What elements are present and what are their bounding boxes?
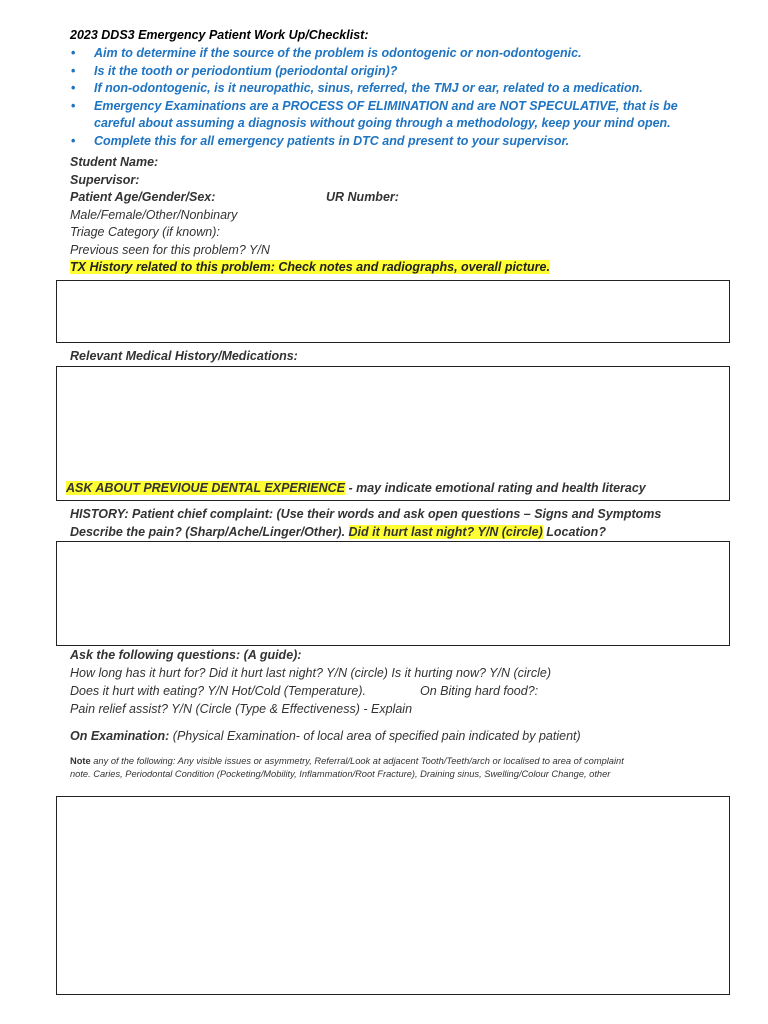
supervisor-label: Supervisor: xyxy=(70,173,140,187)
student-name-label: Student Name: xyxy=(70,155,159,169)
patient-age-gender-label: Patient Age/Gender/Sex: xyxy=(70,190,216,204)
question-line: Pain relief assist? Y/N (Circle (Type & Effectiveness) - Explain xyxy=(70,702,413,716)
questions-heading: Ask the following questions: (A guide): xyxy=(70,648,302,662)
tx-history-label: TX History related to this problem: Check notes and radiographs, overall picture. xyxy=(70,260,550,274)
medical-history-label: Relevant Medical History/Medications: xyxy=(70,349,298,363)
guidance-list xyxy=(70,45,690,150)
bullet-item: • Aim to determine if the source of the problem is odontogenic or non-odontogenic. xyxy=(70,45,690,63)
question-line: How long has it hurt for? Did it hurt last night? Y/N (circle) Is it hurting now? Y/N (circle) xyxy=(70,666,551,680)
triage-category-label: Triage Category (if known): xyxy=(70,225,220,239)
bullet-item: • Complete this for all emergency patients in DTC and present to your supervisor. xyxy=(70,133,690,151)
examination-box[interactable] xyxy=(56,796,730,995)
note-text: Note any of the following: Any visible issues or asymmetry, Referral/Look at adjacent Tooth/Teeth/arch or localised to area of complaint note. Caries, Periodontal Condition (Pocketing/Mobility, Inflammation/Root Fracture), Draining sinus, Swelling/Colour Change, other xyxy=(70,756,624,779)
document-title: 2023 DDS3 Emergency Patient Work Up/Checklist: xyxy=(70,28,369,42)
history-complaint-line: HISTORY: Patient chief complaint: (Use their words and ask open questions – Signs and Symptoms xyxy=(70,507,662,521)
gender-options: Male/Female/Other/Nonbinary xyxy=(70,208,238,222)
medical-history-box[interactable] xyxy=(56,366,730,501)
dental-experience-prompt: ASK ABOUT PREVIOUE DENTAL EXPERIENCE - may indicate emotional rating and health literacy xyxy=(66,481,646,495)
bullet-icon: • xyxy=(71,133,76,148)
examination-line: On Examination: (Physical Examination- of local area of specified pain indicated by patient) xyxy=(70,729,581,743)
bullet-item: • Emergency Examinations are a PROCESS OF ELIMINATION and are NOT SPECULATIVE, that is be careful about assuming a diagnosis without going through a methodology, keep your mind open. xyxy=(71,98,678,130)
bullet-icon: • xyxy=(71,81,76,95)
bullet-icon: • xyxy=(71,46,76,60)
bullet-icon: • xyxy=(71,63,76,78)
bullet-item: • Is it the tooth or periodontium (periodontal origin)? xyxy=(70,63,690,81)
previous-seen-label: Previous seen for this problem? Y/N xyxy=(70,243,270,257)
describe-pain-line: Describe the pain? (Sharp/Ache/Linger/Other). Did it hurt last night? Y/N (circle) Location? xyxy=(70,525,606,539)
chief-complaint-box[interactable] xyxy=(56,541,730,646)
question-line: Does it hurt with eating? Y/N Hot/Cold (Temperature). xyxy=(70,684,366,698)
bullet-icon: • xyxy=(71,98,76,113)
bullet-item: • If non-odontogenic, is it neuropathic, sinus, referred, the TMJ or ear, related to a medication. xyxy=(70,80,690,98)
ur-number-label: UR Number: xyxy=(326,190,399,204)
tx-history-box[interactable] xyxy=(56,280,730,343)
question-line: On Biting hard food?: xyxy=(420,684,539,698)
